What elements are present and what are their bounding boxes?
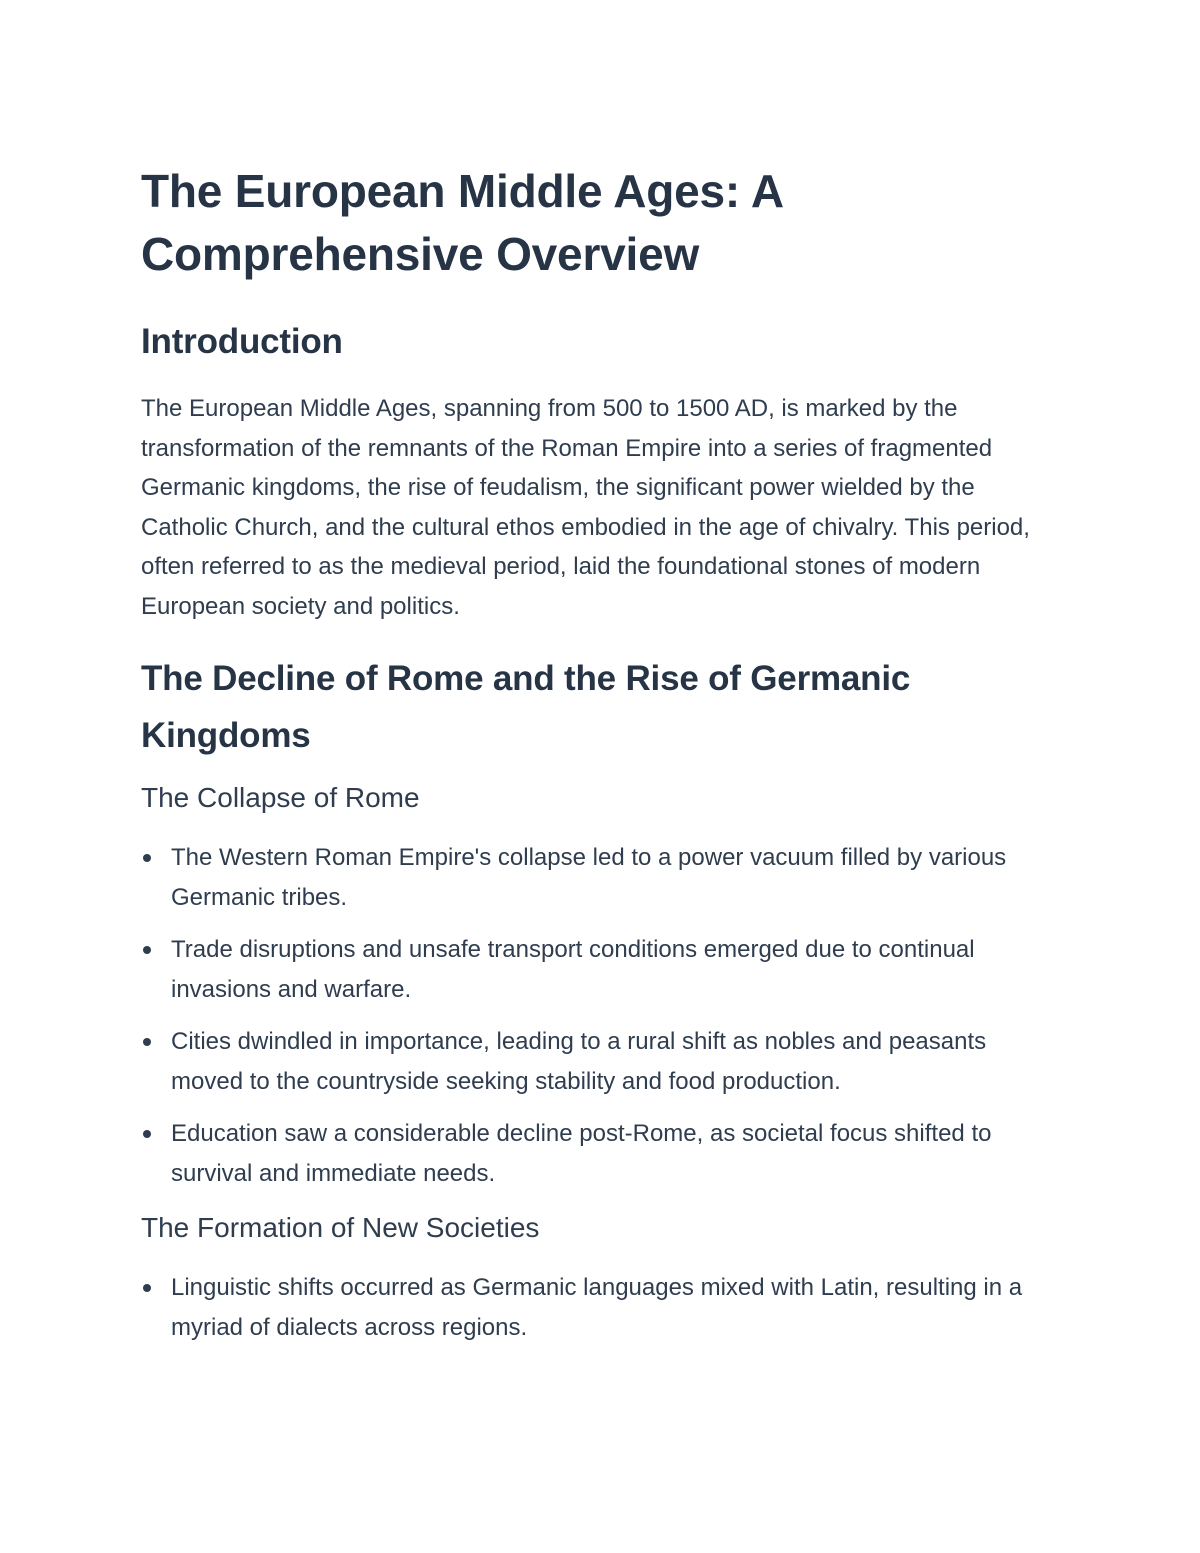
formation-of-new-societies-heading: The Formation of New Societies [141, 1212, 540, 1243]
list-item [141, 1268, 1061, 1348]
decline-section-heading: The Decline of Rome and the Rise of Germanic Kingdoms [141, 659, 911, 755]
list-item [141, 1022, 1061, 1102]
document-title: The European Middle Ages: A Comprehensive Overview [141, 165, 783, 280]
list-item-text: Linguistic shifts occurred as Germanic languages mixed with Latin, resulting in a myriad of dialects across regions. [171, 1274, 1023, 1341]
introduction-paragraph: The European Middle Ages, spanning from 500 to 1500 AD, is marked by the transformation of the remnants of the Roman Empire into a series of fragmented Germanic kingdoms, the rise of feudalism, the significant power wielded by the Catholic Church, and the cultural ethos embodied in the age of chivalry. This period, often referred to as the medieval period, laid the foundational stones of modern European society and politics. [141, 395, 1030, 620]
formation-of-new-societies-list [141, 1268, 1061, 1348]
list-item-text: Cities dwindled in importance, leading to a rural shift as nobles and peasants moved to the countryside seeking stability and food production. [171, 1028, 987, 1095]
list-item-text: Education saw a considerable decline post-Rome, as societal focus shifted to survival and immediate needs. [171, 1120, 992, 1187]
bullet-icon [143, 1284, 151, 1292]
list-item [141, 1114, 1061, 1194]
list-item [141, 930, 1061, 1010]
list-item [141, 838, 1061, 918]
bullet-icon [143, 854, 151, 862]
bullet-icon [143, 946, 151, 954]
collapse-of-rome-list [141, 838, 1061, 1194]
bullet-icon [143, 1038, 151, 1046]
list-item-text: The Western Roman Empire's collapse led to a power vacuum filled by various Germanic tribes. [171, 844, 1007, 911]
list-item-text: Trade disruptions and unsafe transport conditions emerged due to continual invasions and warfare. [171, 936, 975, 1003]
introduction-heading: Introduction [141, 322, 343, 361]
document-page [141, 160, 1061, 1360]
collapse-of-rome-heading: The Collapse of Rome [141, 782, 420, 813]
bullet-icon [143, 1130, 151, 1138]
